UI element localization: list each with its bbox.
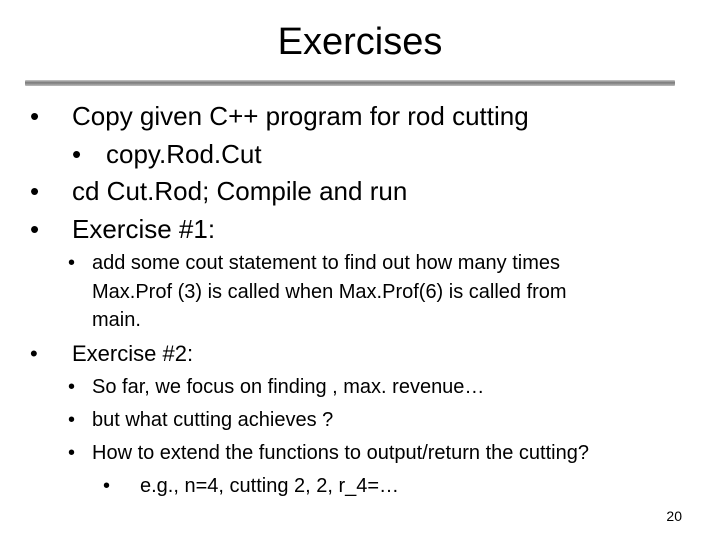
sub-bullet-text-copy-rodcut: copy.Rod.Cut [106,139,262,169]
sub-bullet-text-extend-functions: How to extend the functions to output/return the cutting? [92,442,589,464]
bullet-text-exercise-1: Exercise #1: [72,214,216,244]
bullet-4: • [30,341,38,366]
sub-bullet-text-add-cout-line1: add some cout statement to find out how many times [92,252,561,274]
slide-title: Exercises [277,21,443,63]
sub-sub-bullet-4c1: • [103,475,111,497]
sub-bullet-text-what-cutting: but what cutting achieves ? [92,409,334,431]
bullet-text-exercise-2: Exercise #2: [72,341,194,366]
sub-bullet-4a: • [68,376,76,398]
sub-bullet-4b: • [68,409,76,431]
bullet-2: • [30,176,40,206]
sub-bullet-3a: • [68,252,76,274]
page-number: 20 [666,508,682,524]
sub-sub-bullet-text-example: e.g., n=4, cutting 2, 2, r_4=… [140,475,400,497]
bullet-3: • [30,214,40,244]
bullet-text-compile-run: cd Cut.Rod; Compile and run [72,176,408,206]
bullet-text-copy-program: Copy given C++ program for rod cutting [72,101,529,131]
title-divider [25,80,675,86]
bullet-1: • [30,101,40,131]
sub-bullet-text-add-cout-line2: Max.Prof (3) is called when Max.Prof(6) is called from [92,281,567,303]
sub-bullet-text-max-revenue: So far, we focus on finding , max. revenue… [92,376,485,398]
sub-bullet-4c: • [68,442,76,464]
sub-bullet-text-add-cout-line3: main. [92,309,141,331]
sub-bullet-1a: • [72,139,82,169]
